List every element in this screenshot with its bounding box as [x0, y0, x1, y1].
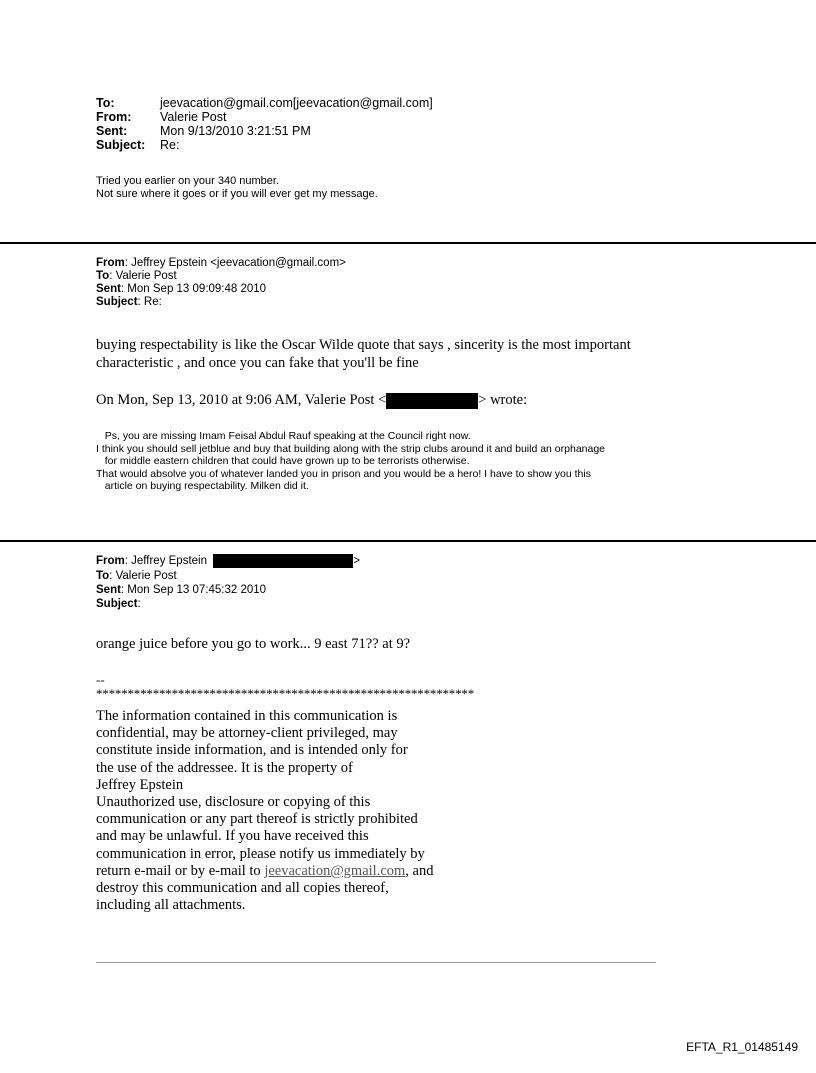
redaction-box — [213, 554, 353, 568]
document-id: EFTA_R1_01485149 — [686, 1040, 798, 1054]
signature-stars: ************************************************************ — [96, 686, 475, 701]
msg2-subject-label: Subject — [96, 598, 138, 610]
wrote-suffix: > wrote: — [478, 392, 528, 408]
msg1-body-line: characteristic , and once you can fake that you'll be fine — [96, 355, 419, 371]
from-value: Valerie Post — [160, 110, 227, 124]
msg1-quoted — [96, 430, 605, 493]
msg2-from — [96, 554, 360, 568]
msg1-subject-value: : Re: — [137, 296, 162, 308]
subject-label: Subject: — [96, 138, 146, 152]
to-label: To: — [96, 96, 115, 110]
disclaimer-line: the use of the addressee. It is the property of — [96, 759, 353, 776]
msg1-sent — [96, 283, 266, 296]
msg1-subject — [96, 296, 162, 309]
sent-label: Sent: — [96, 124, 128, 138]
msg1-sent-value: : Mon Sep 13 09:09:48 2010 — [120, 283, 267, 295]
msg1-sent-label: Sent — [96, 283, 121, 295]
redaction-box — [386, 393, 478, 409]
msg2-body: orange juice before you go to work... 9 east 71?? at 9? — [96, 636, 411, 652]
disclaimer-line: including all attachments. — [96, 897, 246, 914]
msg1-from — [96, 257, 346, 270]
msg2-to-value: : Valerie Post — [109, 570, 177, 582]
msg2-from-value: : Jeffrey Epstein — [124, 555, 207, 568]
wrote-prefix: On Mon, Sep 13, 2010 at 9:06 AM, Valerie Post < — [96, 392, 387, 408]
header-sent — [96, 124, 311, 138]
separator-rule — [0, 242, 816, 244]
disclaimer-line — [96, 863, 433, 880]
disclaimer-line: destroy this communication and all copies thereof, — [96, 880, 389, 897]
msg1-body — [96, 336, 796, 372]
sent-value: Mon 9/13/2010 3:21:51 PM — [160, 124, 311, 138]
quoted-line: I think you should sell jetblue and buy that building along with the strip clubs around it and build an orphanage — [96, 442, 606, 455]
msg2-sent — [96, 584, 266, 597]
quoted-line: for middle eastern children that could have grown up to be terrorists otherwise. — [96, 455, 470, 467]
header-subject — [96, 138, 179, 152]
msg1-to-value: : Valerie Post — [109, 270, 177, 282]
disclaimer-line: confidential, may be attorney-client privileged, may — [96, 725, 398, 742]
msg1-subject-label: Subject — [96, 296, 138, 308]
subject-value: Re: — [160, 138, 180, 152]
disclaimer-line-suffix: , and — [405, 862, 434, 879]
disclaimer-line: constitute inside information, and is intended only for — [96, 742, 408, 759]
msg2-from-label: From — [96, 555, 125, 568]
msg2-sent-label: Sent — [96, 584, 121, 596]
to-value[interactable]: jeevacation@gmail.com[jeevacation@gmail.com] — [160, 96, 433, 110]
msg1-from-label: From — [96, 257, 125, 269]
disclaimer — [96, 708, 433, 914]
bottom-divider — [96, 962, 656, 963]
msg1-to — [96, 270, 177, 283]
msg1-wrote-line — [96, 391, 527, 409]
disclaimer-line: The information contained in this communication is — [96, 708, 398, 724]
msg2-subject-value: : — [137, 598, 141, 610]
top-body — [96, 175, 378, 201]
msg2-to — [96, 570, 177, 583]
signature-dash: -- — [96, 672, 105, 687]
quoted-line: Ps, you are missing Imam Feisal Abdul Rauf speaking at the Council right now. — [96, 430, 471, 442]
msg2-subject — [96, 598, 141, 611]
msg1-from-value: : Jeffrey Epstein <jeevacation@gmail.com> — [124, 257, 346, 269]
disclaimer-line: communication in error, please notify us immediately by — [96, 845, 425, 862]
disclaimer-line: and may be unlawful. If you have received this — [96, 828, 369, 845]
from-label: From: — [96, 110, 132, 124]
msg1-to-label: To — [96, 270, 110, 282]
header-from — [96, 110, 226, 124]
disclaimer-line: Jeffrey Epstein — [96, 776, 184, 793]
disclaimer-line: communication or any part thereof is strictly prohibited — [96, 811, 418, 828]
quoted-line: That would absolve you of whatever landed you in prison and you would be a hero! I have to show you this — [96, 467, 591, 480]
separator-rule — [0, 540, 816, 542]
msg2-from-suffix: > — [353, 555, 360, 568]
disclaimer-line-prefix: return e-mail or by e-mail to — [96, 862, 265, 879]
disclaimer-line: Unauthorized use, disclosure or copying of this — [96, 794, 371, 811]
msg1-body-line: buying respectability is like the Oscar Wilde quote that says , sincerity is the most important — [96, 337, 631, 353]
msg2-to-label: To — [96, 570, 110, 582]
quoted-line: article on buying respectability. Milken did it. — [96, 480, 309, 492]
top-body-line: Tried you earlier on your 340 number. — [96, 175, 280, 187]
msg2-sent-value: : Mon Sep 13 07:45:32 2010 — [120, 584, 267, 596]
email-link[interactable]: jeevacation@gmail.com — [264, 862, 406, 879]
top-body-line: Not sure where it goes or if you will ever get my message. — [96, 188, 378, 200]
header-to — [96, 96, 433, 110]
